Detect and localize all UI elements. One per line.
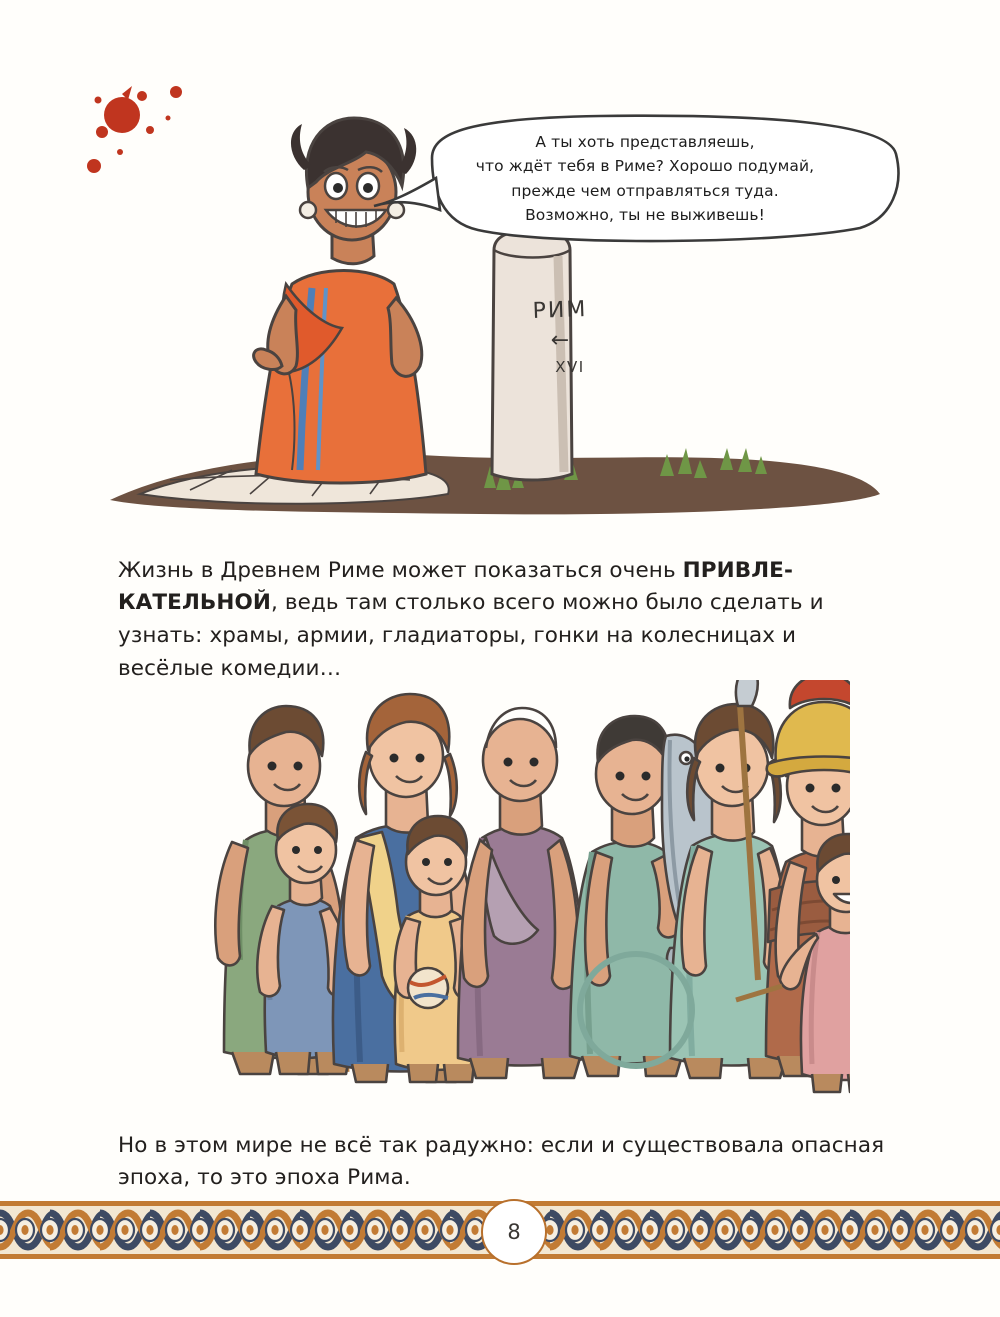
footer-ornament xyxy=(0,1201,1000,1261)
page-number: 8 xyxy=(507,1220,521,1244)
paragraph-outro xyxy=(118,1130,890,1195)
blood-splatter-icon xyxy=(87,86,182,173)
milestone-label: РИМ xyxy=(532,297,588,324)
intro-run-1: Жизнь в Древнем Риме может показаться очень xyxy=(118,557,683,583)
speech-line: прежде чем отправляться туда. xyxy=(511,181,779,200)
milestone-marker xyxy=(492,230,572,480)
figure-bald-man-in-purple-toga xyxy=(458,708,588,1078)
paragraph-intro xyxy=(118,555,890,686)
milestone-distance: XVI xyxy=(555,358,585,376)
page-number-badge xyxy=(481,1199,547,1265)
illustration-group-of-roman-citizens xyxy=(170,680,850,1100)
outro-run-1: Но в этом мире не всё так радужно: если и существовала опасная эпоха, то это эпоха Рима. xyxy=(118,1132,885,1191)
figure-woman-in-orange-dress xyxy=(254,118,426,483)
speech-line: Возможно, ты не выживешь! xyxy=(525,206,765,225)
speech-line: что ждёт тебя в Риме? Хорошо подумай, xyxy=(475,157,815,176)
speech-bubble-text xyxy=(415,130,875,228)
speech-line: А ты хоть представляешь, xyxy=(535,133,755,151)
intro-run-2: , ведь там столько всего можно было сделать и узнать: храмы, армии, гладиаторы, гонки на колесницах и весёлые комедии… xyxy=(118,590,824,681)
milestone-arrow-icon: ← xyxy=(550,328,570,353)
intro-run-bold: ПРИВЛЕ-КАТЕЛЬНОЙ xyxy=(118,557,793,616)
